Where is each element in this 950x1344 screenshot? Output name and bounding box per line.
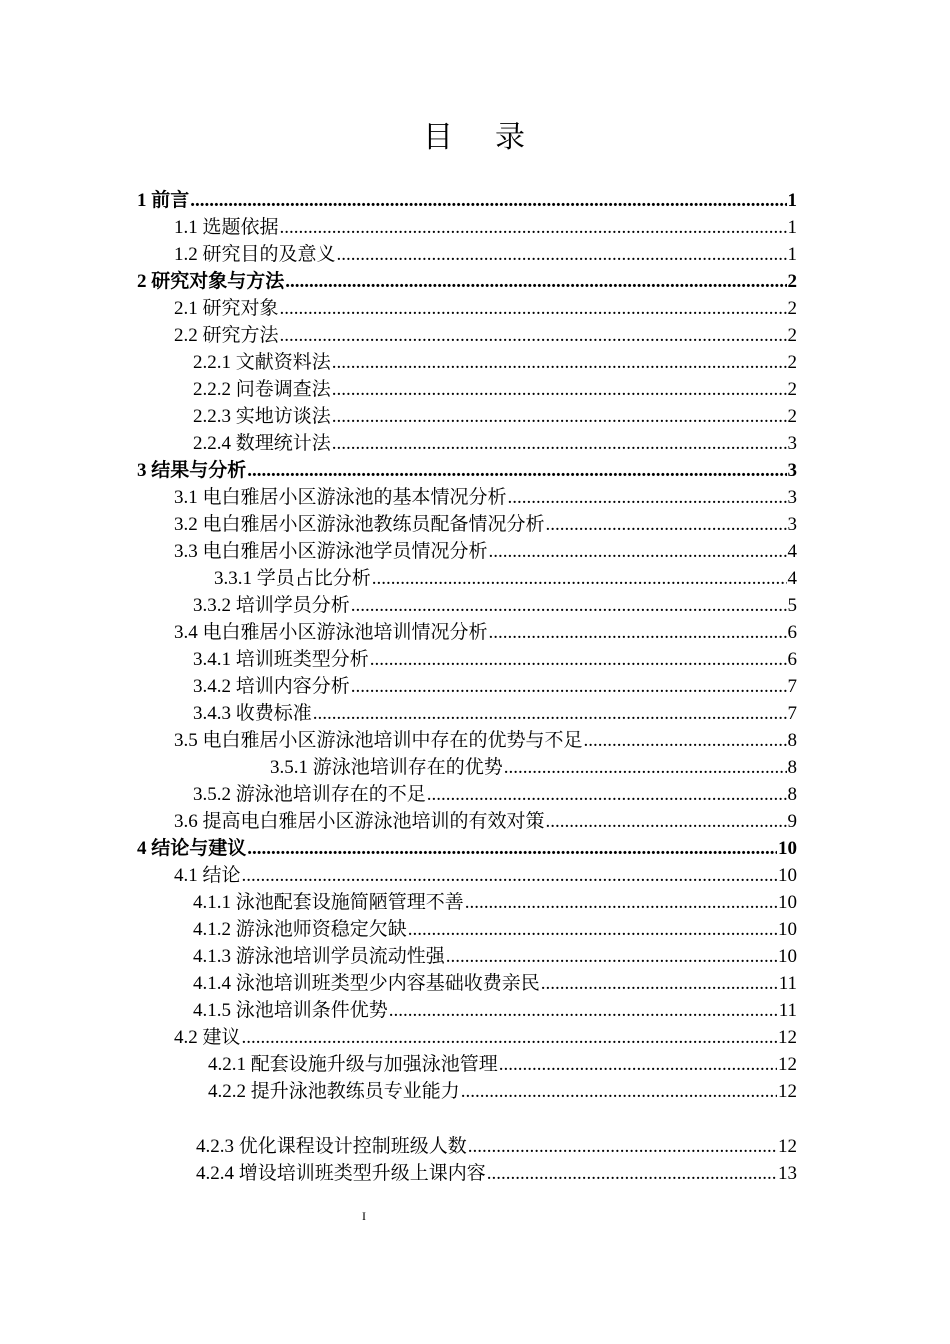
toc-entry[interactable] [174,485,797,511]
toc-entry-page: 2 [787,298,797,319]
toc-entry[interactable] [174,242,797,268]
toc-entry-label: 2.2 研究方法 [174,325,279,346]
toc-entry-page: 10 [778,838,797,859]
toc-entry[interactable] [137,836,797,862]
toc-entry[interactable] [193,674,797,700]
toc-entry-label: 3.5.1 游泳池培训存在的优势 [270,757,503,778]
toc-entry-page: 3 [787,487,797,508]
toc-entry-page: 12 [778,1081,797,1102]
toc-leader-dots [487,1161,777,1187]
toc-leader-dots [546,809,787,835]
toc-leader-dots [446,944,777,970]
toc-entry-label: 1 前言 [137,190,190,211]
toc-entry[interactable] [208,1079,797,1105]
toc-entry-label: 4.2.1 配套设施升级与加强泳池管理 [208,1054,498,1075]
toc-entry[interactable] [193,647,797,673]
toc-entry-label: 2 研究对象与方法 [137,271,285,292]
toc-entry-label: 3.6 提高电白雅居小区游泳池培训的有效对策 [174,811,545,832]
toc-entry[interactable] [137,188,797,214]
toc-entry[interactable] [193,944,797,970]
title-char-1: 目 [423,121,455,154]
toc-leader-dots [389,998,778,1024]
toc-entry-label: 4.1.2 游泳池师资稳定欠缺 [193,919,407,940]
toc-entry-page: 10 [778,946,797,967]
toc-entry[interactable] [214,566,797,592]
page-number-footer: I [362,1209,366,1223]
toc-entry-page: 3 [787,514,797,535]
toc-entry[interactable] [174,863,797,889]
toc-entry-page: 2 [787,271,797,292]
toc-leader-dots [372,566,787,592]
toc-leader-dots [332,377,787,403]
toc-entry-page: 10 [778,865,797,886]
toc-entry[interactable] [174,323,797,349]
toc-entry-label: 4 结论与建议 [137,838,247,859]
toc-entry-page: 10 [778,892,797,913]
toc-entry-label: 4.2.4 增设培训班类型升级上课内容 [196,1163,486,1184]
toc-entry-page: 3 [787,433,797,454]
toc-entry-page: 12 [778,1054,797,1075]
toc-leader-dots [332,404,787,430]
toc-leader-dots [337,242,787,268]
toc-entry-page: 8 [787,730,797,751]
toc-entry-page: 6 [787,622,797,643]
title-char-2: 录 [495,121,527,154]
toc-entry-page: 11 [778,973,797,994]
toc-entry-label: 1.2 研究目的及意义 [174,244,336,265]
toc-entry-page: 1 [787,244,797,265]
toc-entry-label: 2.1 研究对象 [174,298,279,319]
toc-entry-label: 3 结果与分析 [137,460,247,481]
toc-leader-dots [408,917,777,943]
toc-leader-dots [313,701,787,727]
toc-leader-dots [247,836,777,862]
toc-leader-dots [242,1025,777,1051]
toc-entry-label: 4.1.1 泳池配套设施简陋管理不善 [193,892,464,913]
toc-leader-dots [468,1134,777,1160]
toc-entry[interactable] [196,1161,797,1187]
toc-entry[interactable] [174,539,797,565]
toc-entry-page: 12 [778,1027,797,1048]
toc-leader-dots [504,755,787,781]
toc-entry[interactable] [193,971,797,997]
toc-entry-label: 3.4.1 培训班类型分析 [193,649,369,670]
toc-leader-dots [546,512,787,538]
toc-entry-label: 4.2.3 优化课程设计控制班级人数 [196,1136,467,1157]
toc-leader-dots [285,269,786,295]
toc-leader-dots [489,539,787,565]
toc-entry-page: 8 [787,757,797,778]
toc-entry[interactable] [174,620,797,646]
toc-entry-page: 12 [778,1136,797,1157]
toc-entry[interactable] [208,1052,797,1078]
toc-entry-label: 1.1 选题依据 [174,217,279,238]
toc-entry[interactable] [270,755,797,781]
toc-entry[interactable] [174,215,797,241]
toc-entry-page: 3 [787,460,797,481]
toc-entry-label: 2.2.1 文献资料法 [193,352,331,373]
toc-entry-page: 4 [787,541,797,562]
toc-entry-label: 4.2 建议 [174,1027,241,1048]
toc-entry[interactable] [193,431,797,457]
toc-entry-label: 3.1 电白雅居小区游泳池的基本情况分析 [174,487,507,508]
toc-entry-label: 3.4.3 收费标准 [193,703,312,724]
toc-entry[interactable] [193,890,797,916]
toc-entry-label: 3.3.1 学员占比分析 [214,568,371,589]
toc-leader-dots [332,350,787,376]
toc-entry-page: 9 [787,811,797,832]
toc-entry-page: 2 [787,325,797,346]
toc-entry-label: 3.3.2 培训学员分析 [193,595,350,616]
toc-entry-page: 8 [787,784,797,805]
toc-entry-page: 11 [778,1000,797,1021]
toc-entry-label: 4.1.4 泳池培训班类型少内容基础收费亲民 [193,973,540,994]
toc-entry-page: 7 [787,676,797,697]
toc-leader-dots [190,188,786,214]
toc-entry-page: 10 [778,919,797,940]
toc-entry-label: 2.2.2 问卷调查法 [193,379,331,400]
toc-leader-dots [584,728,787,754]
toc-leader-dots [351,674,787,700]
toc-entry[interactable] [137,458,797,484]
toc-leader-dots [332,431,787,457]
toc-leader-dots [465,890,777,916]
toc-entry[interactable] [193,701,797,727]
toc-entry-page: 5 [787,595,797,616]
toc-entry-page: 13 [778,1163,797,1184]
toc-leader-dots [461,1079,777,1105]
toc-entry-page: 1 [787,217,797,238]
toc-entry-label: 3.4 电白雅居小区游泳池培训情况分析 [174,622,488,643]
toc-entry-label: 2.2.4 数理统计法 [193,433,331,454]
toc-leader-dots [370,647,787,673]
toc-entry[interactable] [174,809,797,835]
toc-entry-page: 6 [787,649,797,670]
toc-leader-dots [427,782,787,808]
toc-entry-label: 3.3 电白雅居小区游泳池学员情况分析 [174,541,488,562]
toc-leader-dots [351,593,787,619]
toc-entry-page: 2 [787,352,797,373]
toc-entry[interactable] [137,269,797,295]
toc-entry-label: 3.5.2 游泳池培训存在的不足 [193,784,426,805]
toc-entry-page: 4 [787,568,797,589]
toc-leader-dots [280,323,787,349]
toc-entry[interactable] [193,782,797,808]
toc-entry-page: 7 [787,703,797,724]
toc-entry[interactable] [193,998,797,1024]
toc-entry-label: 3.4.2 培训内容分析 [193,676,350,697]
toc-leader-dots [508,485,787,511]
toc-entry[interactable] [193,350,797,376]
toc-leader-dots [280,215,787,241]
toc-entry-label: 3.2 电白雅居小区游泳池教练员配备情况分析 [174,514,545,535]
toc-entry-label: 4.1.5 泳池培训条件优势 [193,1000,388,1021]
toc-leader-dots [280,296,787,322]
toc-entry-label: 4.1 结论 [174,865,241,886]
toc-entry-label: 4.2.2 提升泳池教练员专业能力 [208,1081,460,1102]
toc-entry[interactable] [174,1025,797,1051]
toc-entry[interactable] [193,917,797,943]
toc-entry-page: 2 [787,406,797,427]
toc-entry-label: 2.2.3 实地访谈法 [193,406,331,427]
toc-leader-dots [242,863,777,889]
toc-entry[interactable] [193,404,797,430]
toc-leader-dots [541,971,778,997]
toc-entry-page: 1 [787,190,797,211]
toc-entry-label: 4.1.3 游泳池培训学员流动性强 [193,946,445,967]
toc-entry[interactable] [174,512,797,538]
toc-entry[interactable] [193,593,797,619]
toc-entry-page: 2 [787,379,797,400]
toc-leader-dots [499,1052,777,1078]
toc-entry[interactable] [196,1134,797,1160]
toc-entry[interactable] [193,377,797,403]
toc-leader-dots [489,620,787,646]
toc-entry[interactable] [174,728,797,754]
toc-entry[interactable] [174,296,797,322]
toc-leader-dots [247,458,786,484]
toc-entry-label: 3.5 电白雅居小区游泳池培训中存在的优势与不足 [174,730,583,751]
